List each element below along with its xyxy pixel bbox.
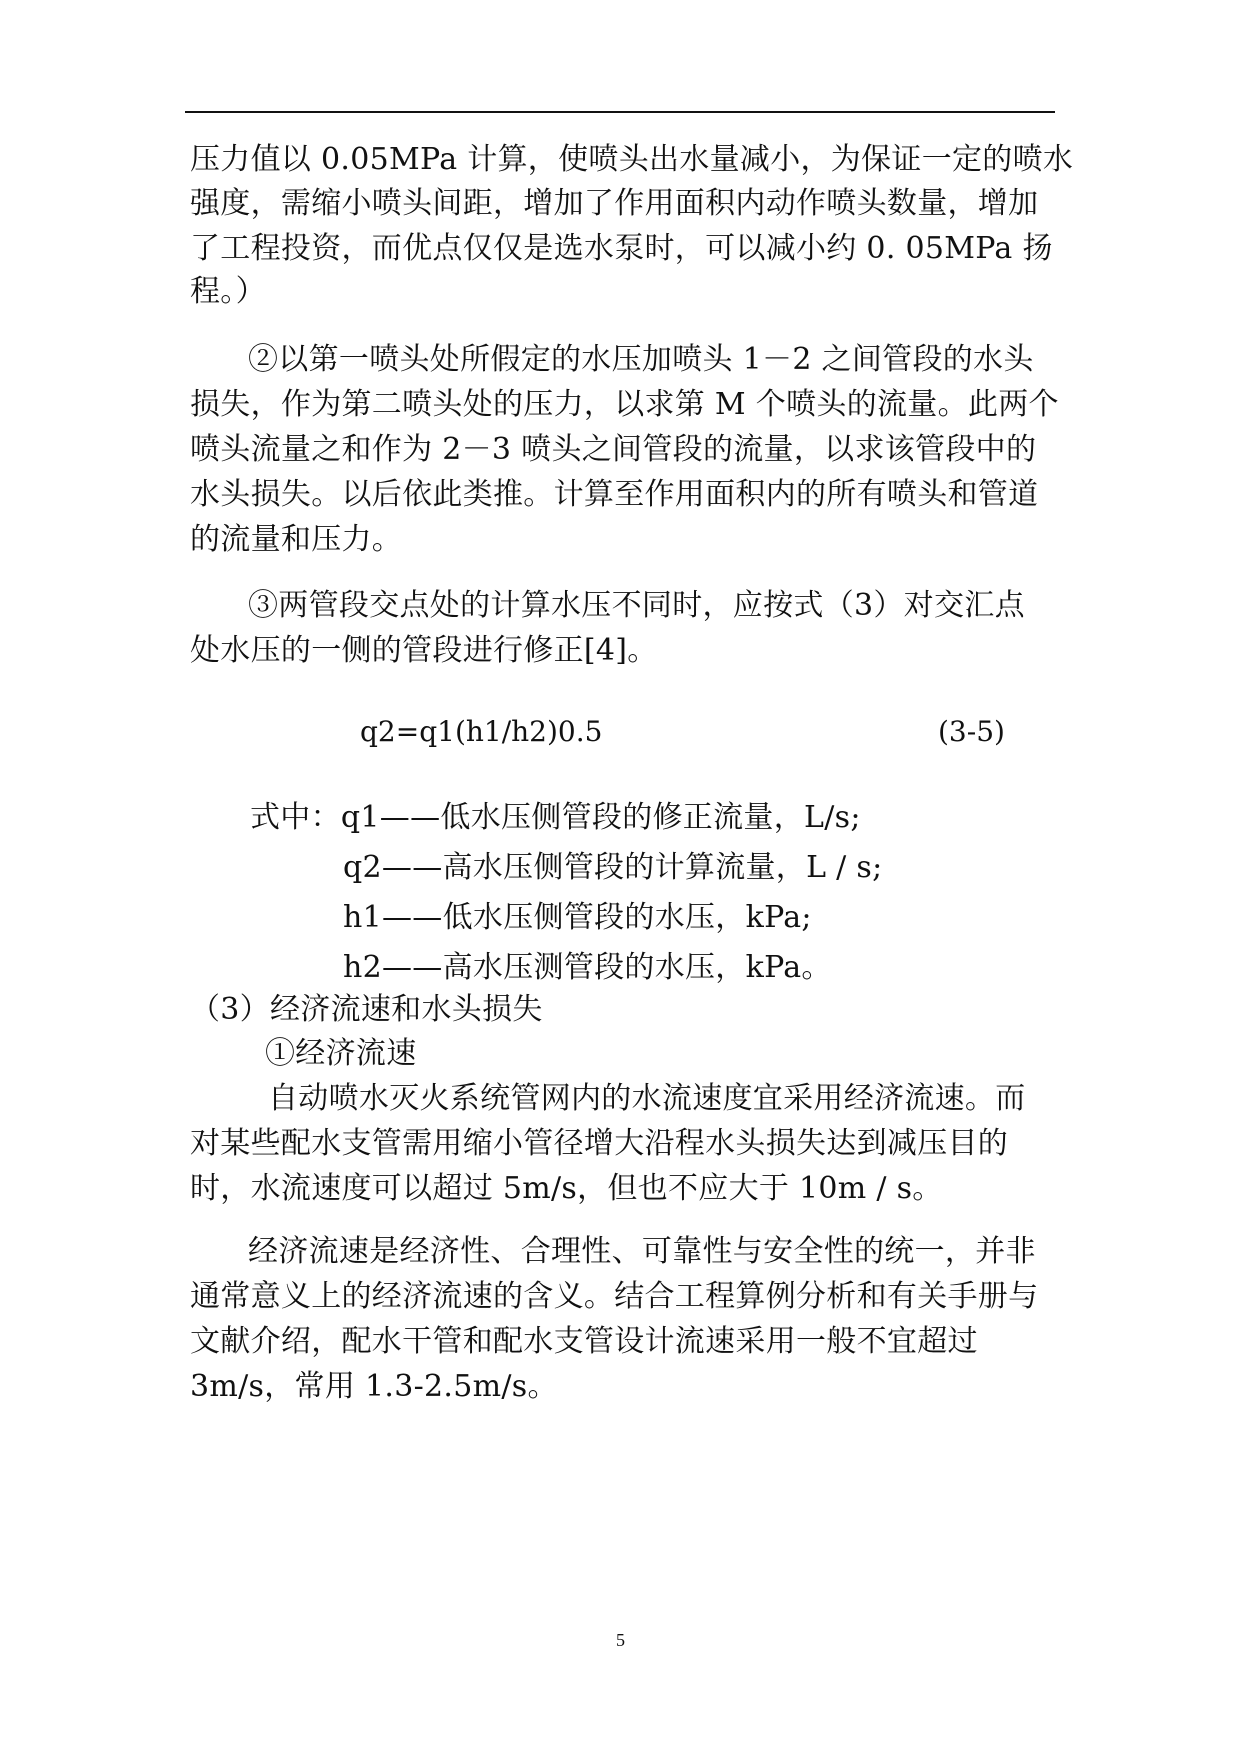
section-heading: （3）经济流速和水头损失: [190, 992, 543, 1027]
formula-number: (3-5): [938, 715, 1005, 748]
paragraph-line: ②以第一喷头处所假定的水压加喷头 1－2 之间管段的水头: [248, 342, 1034, 377]
paragraph-line: 处水压的一侧的管段进行修正[4]。: [190, 633, 658, 668]
paragraph-line: 水头损失。以后依此类推。计算至作用面积内的所有喷头和管道: [190, 477, 1039, 512]
legend-line: h2——高水压测管段的水压，kPa。: [343, 950, 832, 985]
legend-line: 式中：q1——低水压侧管段的修正流量，L/s;: [250, 800, 861, 835]
subsection-heading: ①经济流速: [265, 1036, 417, 1071]
paragraph-line: 喷头流量之和作为 2－3 喷头之间管段的流量，以求该管段中的: [190, 432, 1037, 467]
paragraph-line: ③两管段交点处的计算水压不同时，应按式（3）对交汇点: [248, 588, 1025, 623]
paragraph-line: 的流量和压力。: [190, 522, 403, 557]
paragraph-line: 了工程投资，而优点仅仅是选水泵时，可以减小约 0. 05MPa 扬: [190, 231, 1053, 266]
paragraph-line: 压力值以 0.05MPa 计算，使喷头出水量减小，为保证一定的喷水: [190, 142, 1074, 177]
paragraph-line: 对某些配水支管需用缩小管径增大沿程水头损失达到减压目的: [190, 1126, 1009, 1161]
paragraph-line: 损失，作为第二喷头处的压力，以求第 M 个喷头的流量。此两个: [190, 387, 1059, 422]
paragraph-line: 通常意义上的经济流速的含义。结合工程算例分析和有关手册与: [190, 1279, 1039, 1314]
legend-line: q2——高水压侧管段的计算流量，L / s;: [343, 850, 883, 885]
legend-line: h1——低水压侧管段的水压，kPa;: [343, 900, 812, 935]
paragraph-line: 程。）: [190, 274, 266, 309]
paragraph-line: 时，水流速度可以超过 5m/s，但也不应大于 10m / s。: [190, 1171, 943, 1206]
paragraph-line: 强度，需缩小喷头间距，增加了作用面积内动作喷头数量，增加: [190, 186, 1039, 221]
paragraph-line: 3m/s，常用 1.3-2.5m/s。: [190, 1369, 558, 1404]
paragraph-line: 自动喷水灭火系统管网内的水流速度宜采用经济流速。而: [268, 1081, 1026, 1116]
formula-expression: q2=q1(h1/h2)0.5: [360, 715, 603, 748]
page-number: 5: [616, 1630, 625, 1650]
paragraph-line: 文献介绍，配水干管和配水支管设计流速采用一般不宜超过: [190, 1324, 978, 1359]
paragraph-line: 经济流速是经济性、合理性、可靠性与安全性的统一，并非: [248, 1234, 1036, 1269]
header-rule: [185, 111, 1055, 113]
